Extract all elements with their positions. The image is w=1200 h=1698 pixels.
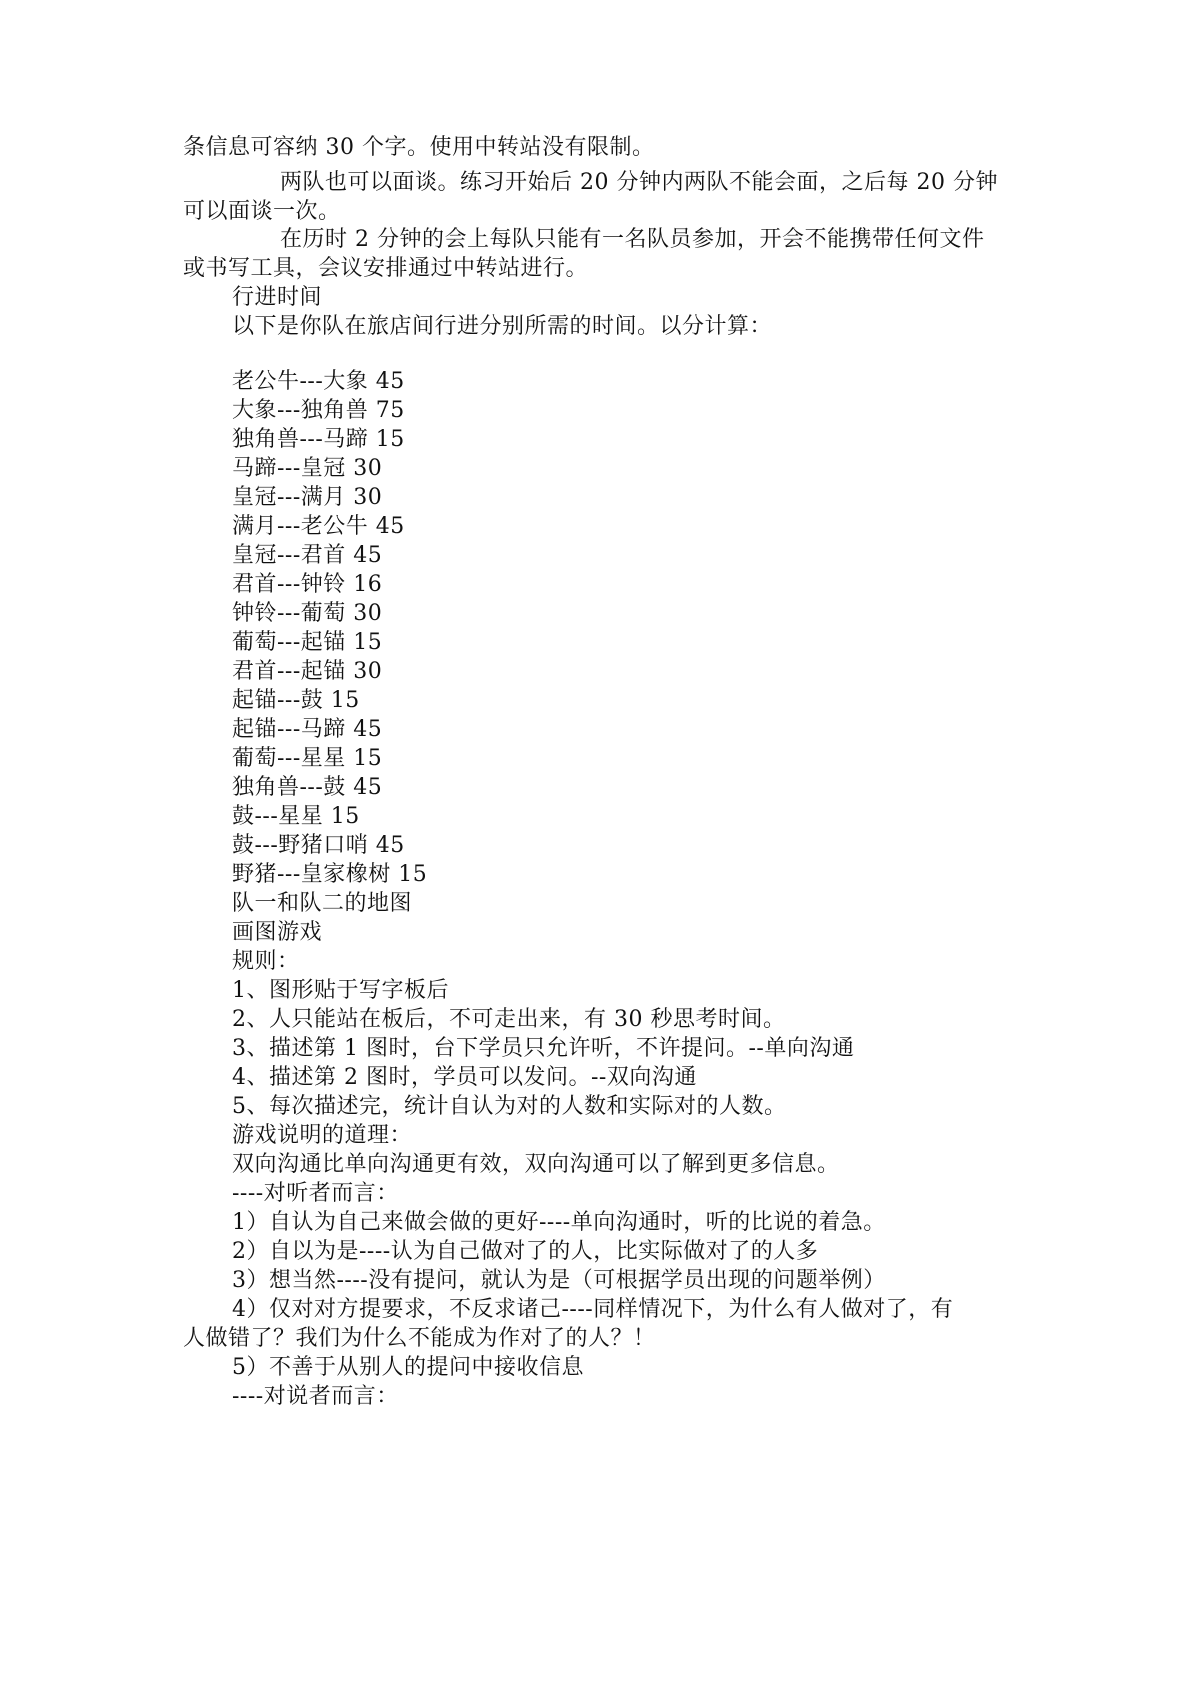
listener-point: 2）自以为是----认为自己做对了的人，比实际做对了的人多 <box>232 1239 819 1264</box>
route-item: 葡萄---星星 15 <box>232 746 383 771</box>
paragraph-line: 在历时 2 分钟的会上每队只能有一名队员参加，开会不能携带任何文件 <box>280 227 985 252</box>
route-item: 大象---独角兽 75 <box>232 398 405 423</box>
route-item: 起锚---鼓 15 <box>232 688 360 713</box>
route-item: 满月---老公牛 45 <box>232 514 405 539</box>
paragraph-line: 以下是你队在旅店间行进分别所需的时间。以分计算： <box>232 314 773 339</box>
route-item: 野猪---皇家橡树 15 <box>232 862 428 887</box>
route-item: 老公牛---大象 45 <box>232 369 405 394</box>
paragraph-line: 两队也可以面谈。练习开始后 20 分钟内两队不能会面，之后每 20 分钟 <box>280 170 998 195</box>
route-item: 独角兽---马蹄 15 <box>232 427 405 452</box>
route-item: 马蹄---皇冠 30 <box>232 456 383 481</box>
lesson-text: 双向沟通比单向沟通更有效，双向沟通可以了解到更多信息。 <box>232 1152 840 1177</box>
route-item: 鼓---星星 15 <box>232 804 360 829</box>
paragraph-line: 条信息可容纳 30 个字。使用中转站没有限制。 <box>183 135 655 160</box>
paragraph-line: 可以面谈一次。 <box>183 199 341 224</box>
listener-point-continuation: 人做错了？我们为什么不能成为作对了的人？！ <box>183 1326 656 1351</box>
section-heading: 行进时间 <box>232 285 323 310</box>
route-item: 皇冠---君首 45 <box>232 543 383 568</box>
game-title: 画图游戏 <box>232 920 323 945</box>
route-item: 起锚---马蹄 45 <box>232 717 383 742</box>
route-item: 君首---起锚 30 <box>232 659 383 684</box>
lesson-label: 游戏说明的道理： <box>232 1123 413 1148</box>
rule-item: 4、描述第 2 图时，学员可以发问。--双向沟通 <box>232 1065 697 1090</box>
listener-point: 5）不善于从别人的提问中接收信息 <box>232 1355 584 1380</box>
route-item: 皇冠---满月 30 <box>232 485 383 510</box>
rule-item: 2、人只能站在板后，不可走出来，有 30 秒思考时间。 <box>232 1007 786 1032</box>
paragraph-line: 或书写工具，会议安排通过中转站进行。 <box>183 256 589 281</box>
route-item: 独角兽---鼓 45 <box>232 775 383 800</box>
listener-point: 3）想当然----没有提问，就认为是（可根据学员出现的问题举例） <box>232 1268 886 1293</box>
listener-point: 4）仅对对方提要求，不反求诸己----同样情况下，为什么有人做对了，有 <box>232 1297 954 1322</box>
rule-item: 5、每次描述完，统计自认为对的人数和实际对的人数。 <box>232 1094 787 1119</box>
listener-label: ----对听者而言： <box>232 1181 399 1206</box>
speaker-label: ----对说者而言： <box>232 1384 399 1409</box>
route-item: 钟铃---葡萄 30 <box>232 601 383 626</box>
route-item: 君首---钟铃 16 <box>232 572 383 597</box>
map-label: 队一和队二的地图 <box>232 891 413 916</box>
rules-label: 规则： <box>232 949 300 974</box>
rule-item: 1、图形贴于写字板后 <box>232 978 449 1003</box>
listener-point: 1）自认为自己来做会做的更好----单向沟通时，听的比说的着急。 <box>232 1210 886 1235</box>
route-item: 葡萄---起锚 15 <box>232 630 383 655</box>
route-item: 鼓---野猪口哨 45 <box>232 833 405 858</box>
rule-item: 3、描述第 1 图时，台下学员只允许听，不许提问。--单向沟通 <box>232 1036 855 1061</box>
